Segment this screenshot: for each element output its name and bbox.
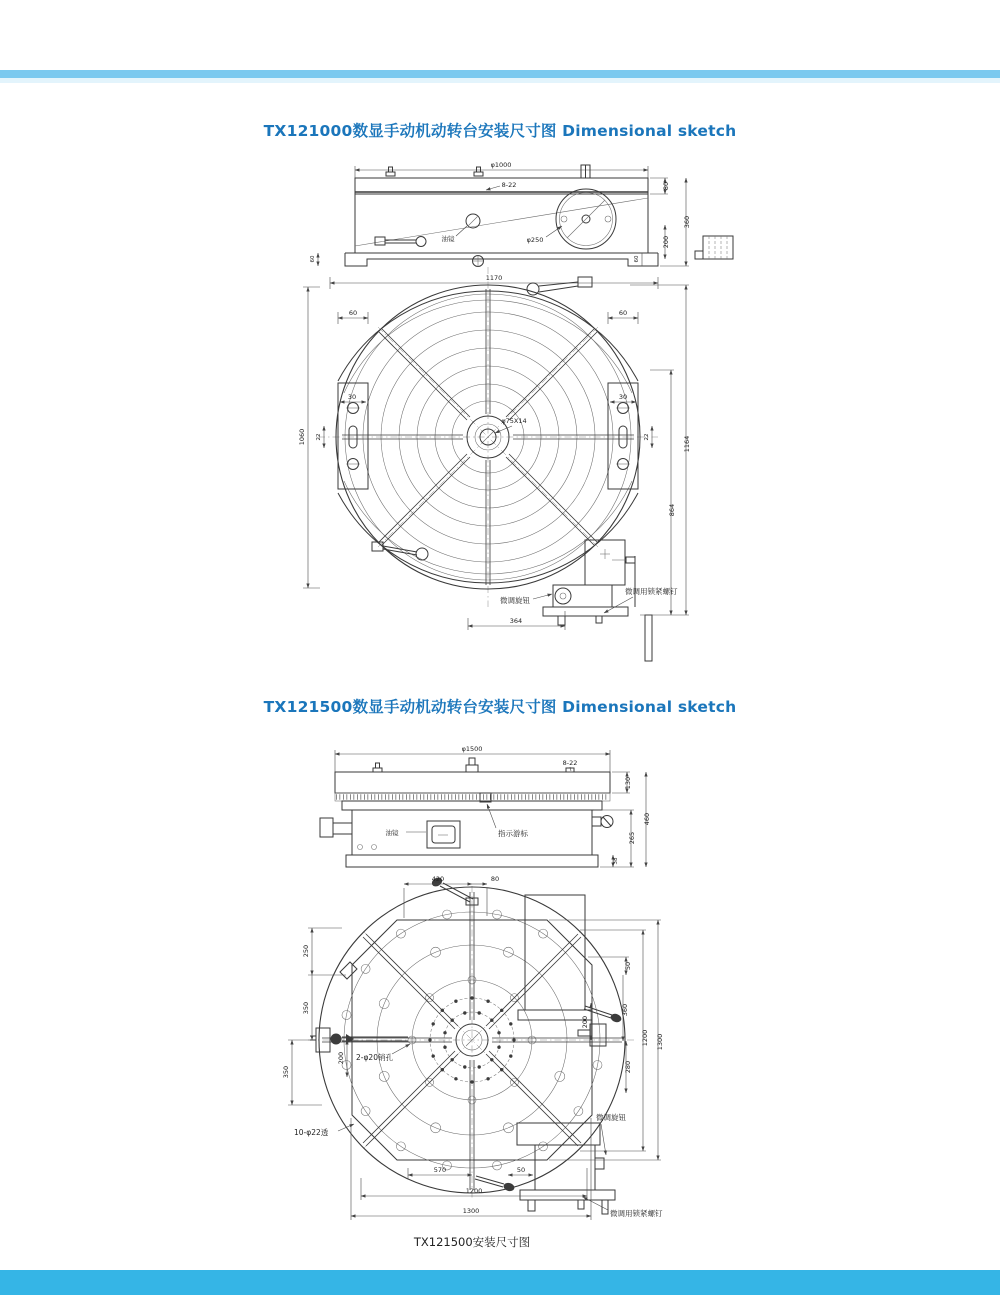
section-title-tx121000: TX121000数显手动机动转台安装尺寸图 Dimensional sketch [263, 122, 737, 140]
label-through-holes: 10-φ22透 [294, 1128, 329, 1137]
top-accent-bar-light [0, 78, 1000, 83]
dim-864: 864 [668, 503, 676, 517]
dim-570: 570 [433, 1166, 447, 1174]
d1-top-bolts [386, 165, 590, 178]
dim-8-22: 8-22 [501, 181, 517, 189]
d1-plan-view [298, 267, 691, 661]
d2-right-handle [584, 1006, 623, 1024]
d1-top-clamp-handle [527, 277, 592, 295]
dim-1164: 1164 [683, 435, 691, 453]
dim-1060: 1060 [298, 428, 306, 446]
dim-200-right: 200 [581, 1015, 589, 1029]
dim-364: 364 [509, 617, 523, 625]
dim-phi250: φ250 [526, 236, 544, 244]
d1-side-view [310, 161, 733, 267]
d2-fine-adjust-assembly [517, 1123, 615, 1214]
dim-60-left: 60 [310, 255, 316, 263]
dim-350b: 350 [282, 1065, 290, 1079]
drawing-tx121000 [290, 156, 750, 666]
dim-250: 250 [302, 944, 310, 958]
label-oil-sight: 油镜 [441, 235, 455, 243]
dim-1200-bottom: 1200 [465, 1187, 483, 1195]
dim-phi1500: φ1500 [461, 745, 483, 753]
figure-caption: TX121500安装尺寸图 [413, 1235, 531, 1249]
section-title-tx121500: TX121500数显手动机动转台安装尺寸图 Dimensional sketch [263, 698, 737, 716]
dim-200-left: 200 [337, 1051, 345, 1065]
label-lock-screw: 微调用锁紧螺钉 [625, 587, 678, 596]
dim-130: 130 [624, 776, 632, 790]
d2-left-handle [331, 1034, 409, 1045]
d2-plan-view [282, 875, 664, 1220]
label-oil-sight-2: 油镜 [385, 829, 399, 837]
d1-dial [556, 189, 616, 249]
dim-center-bore: φ75X14 [501, 417, 527, 425]
dim-30-left: 30 [347, 393, 357, 401]
dim-420: 420 [431, 875, 445, 883]
d2-top-bolts [373, 758, 481, 772]
label-fine-adjust-knob: 微调旋钮 [500, 596, 530, 605]
dim-1300-right: 1300 [656, 1033, 664, 1051]
top-accent-bar [0, 70, 1000, 78]
label-vernier: 指示游标 [498, 829, 528, 838]
dim-38: 38 [613, 857, 619, 865]
dim-80-2: 80 [490, 875, 500, 883]
d1-base [345, 253, 658, 267]
d2-handwheel [320, 818, 352, 837]
drawing-tx121500 [280, 738, 740, 1250]
dim-22-right: 22 [644, 433, 650, 441]
d2-oil-sight [427, 821, 460, 848]
dim-350a: 350 [302, 1001, 310, 1015]
dim-360: 360 [683, 215, 691, 229]
d2-side-view [320, 745, 651, 867]
label-pin-holes: 2-φ20销孔 [356, 1053, 393, 1062]
d2-right-knob [592, 816, 613, 828]
dim-360-2: 360 [621, 1003, 629, 1017]
dim-200: 200 [662, 235, 670, 249]
dim-1200-right: 1200 [641, 1029, 649, 1047]
dim-phi1000: φ1000 [490, 161, 512, 169]
dim-50-bottom: 50 [516, 1166, 526, 1174]
label-lock-screw-2: 微调用锁紧螺钉 [610, 1209, 663, 1218]
d1-fine-adjust-assembly [543, 540, 652, 661]
dim-22-left: 22 [316, 433, 322, 441]
d1-oil-sight [466, 214, 480, 228]
dim-460: 460 [643, 812, 651, 826]
dim-60-right: 60 [634, 255, 640, 263]
dim-265: 265 [628, 831, 636, 845]
dim-30-right: 30 [618, 393, 628, 401]
d1-right-bracket [695, 236, 733, 259]
bottom-accent-bar [0, 1270, 1000, 1295]
label-fine-adjust-knob-2: 微调旋钮 [596, 1113, 626, 1122]
dim-280: 280 [624, 1060, 632, 1074]
dim-80: 80 [662, 181, 670, 191]
d2-corner-clamp [340, 962, 357, 979]
dim-1300-bottom: 1300 [462, 1207, 480, 1215]
dim-8-22-2: 8-22 [562, 759, 578, 767]
dim-50-right: 50 [624, 961, 632, 971]
dim-60-tab-left: 60 [348, 309, 358, 317]
dim-60-tab-right: 60 [618, 309, 628, 317]
dim-1170: 1170 [485, 274, 503, 282]
